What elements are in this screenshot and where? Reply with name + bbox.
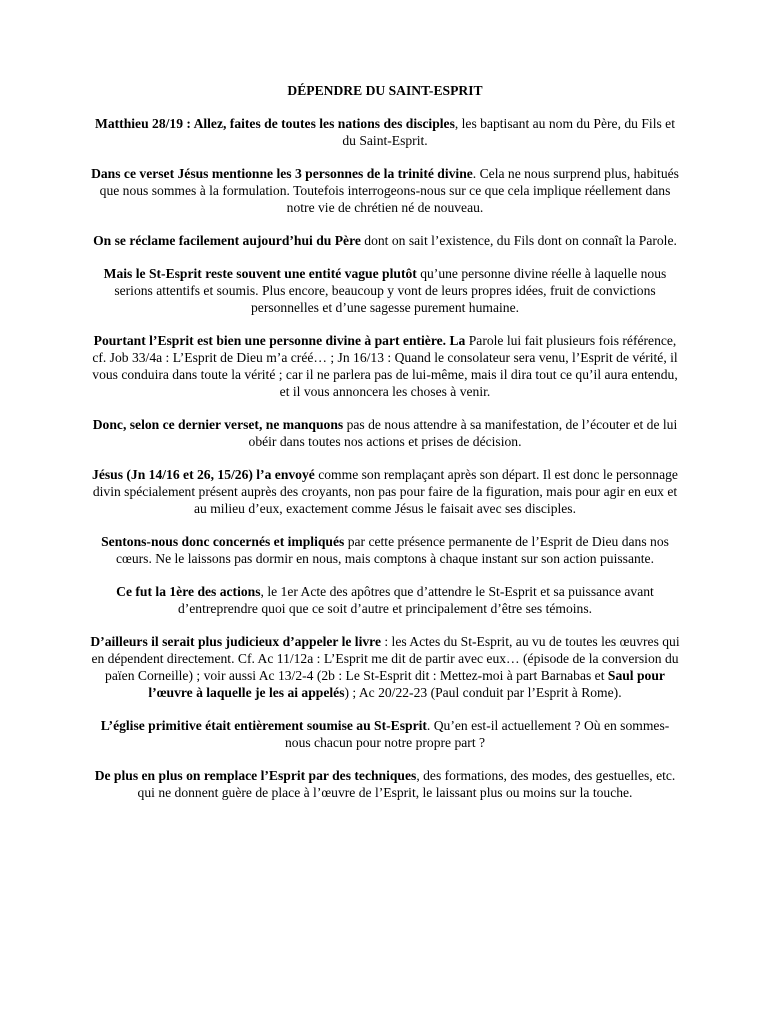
paragraph-bold-text: Saul pour l’œuvre à laquelle je les ai appelés bbox=[148, 668, 665, 700]
paragraph-bold-text: Dans ce verset Jésus mentionne les 3 personnes de la trinité divine bbox=[91, 166, 473, 181]
paragraph bbox=[90, 466, 680, 517]
paragraph-text: . Qu’en est-il actuellement ? Où en sommes-nous chacun pour notre propre part ? bbox=[284, 718, 670, 750]
document-body bbox=[90, 115, 680, 801]
paragraph-text: par cette présence permanente de l’Esprit de Dieu dans nos cœurs. Ne le laissons pas dormir en nous, mais comptons à chaque instant sur son action puissante. bbox=[116, 534, 669, 566]
document-page bbox=[90, 82, 680, 817]
paragraph bbox=[90, 583, 680, 617]
paragraph-text: . Cela ne nous surprend plus, habitués que nous sommes à la formulation. Toutefois interrogeons-nous sur ce que cela implique réellement dans notre vie de chrétien né de nouveau. bbox=[99, 166, 679, 215]
paragraph-text: ) ; Ac 20/22-23 (Paul conduit par l’Esprit à Rome). bbox=[344, 685, 622, 700]
paragraph-text: , le 1er Acte des apôtres que d’attendre le St-Esprit et sa puissance avant d’entreprendre quoi que ce soit d’autre et principalement d’être ses témoins. bbox=[177, 584, 654, 616]
paragraph-text: qu’une personne divine réelle à laquelle nous serions attentifs et soumis. Plus encore, beaucoup y vont de leurs propres idées, fruit de convictions personnelles et d’une sagesse purement humaine. bbox=[114, 266, 667, 315]
document-title: DÉPENDRE DU SAINT-ESPRIT bbox=[287, 83, 483, 98]
paragraph bbox=[90, 717, 680, 751]
paragraph-bold-text: Pourtant l’Esprit est bien une personne divine à part entière. La bbox=[93, 333, 466, 348]
paragraph-text: pas de nous attendre à sa manifestation, de l’écouter et de lui obéir dans toutes nos actions et prises de décision. bbox=[248, 417, 678, 449]
paragraph-bold-text: Mais le St-Esprit reste souvent une entité vague plutôt bbox=[103, 266, 417, 281]
paragraph-bold-text: Donc, selon ce dernier verset, ne manquons bbox=[92, 417, 344, 432]
paragraph bbox=[90, 115, 680, 149]
paragraph-bold-text: D’ailleurs il serait plus judicieux d’appeler le livre bbox=[90, 634, 381, 649]
paragraph bbox=[90, 165, 680, 216]
paragraph bbox=[90, 232, 680, 249]
paragraph-bold-text: L’église primitive était entièrement soumise au St-Esprit bbox=[100, 718, 427, 733]
paragraph bbox=[90, 767, 680, 801]
paragraph bbox=[90, 416, 680, 450]
paragraph-bold-text: On se réclame facilement aujourd’hui du Père bbox=[93, 233, 361, 248]
paragraph bbox=[90, 332, 680, 400]
paragraph-text: dont on sait l’existence, du Fils dont on connaît la Parole. bbox=[360, 233, 677, 248]
paragraph-text: comme son remplaçant après son départ. Il est donc le personnage divin spécialement présent auprès des croyants, non pas pour faire de la figuration, mais pour agir en eux et au milieu d’eux, exactement comme Jésus le faisait avec ses disciples. bbox=[92, 467, 678, 516]
paragraph-bold-text: Jésus (Jn 14/16 et 26, 15/26) l’a envoyé bbox=[92, 467, 315, 482]
paragraph-text: Parole lui fait plusieurs fois référence, cf. Job 33/4a : L’Esprit de Dieu m’a créé… ; Jn 16/13 : Quand le consolateur sera venu, l’Esprit de vérité, il vous conduira dans toute la vérité ; car il ne parlera pas de lui-même, mais il dira tout ce qu’il aura entendu, et il vous annoncera les choses à venir. bbox=[92, 333, 678, 399]
paragraph-text: : les Actes du St-Esprit, au vu de toutes les œuvres qui en dépendent directement. Cf. Ac 11/12a : L’Esprit me dit de partir avec eux… (épisode de la conversion du païen Corneille) ; voir aussi Ac 13/2-4 (2b : Le St-Esprit dit : Mettez-moi à part Barnabas et bbox=[91, 634, 680, 683]
paragraph-bold-text: Ce fut la 1ère des actions bbox=[116, 584, 261, 599]
paragraph bbox=[90, 265, 680, 316]
paragraph-bold-text: Matthieu 28/19 : Allez, faites de toutes les nations des disciples bbox=[95, 116, 455, 131]
paragraph-bold-text: Sentons-nous donc concernés et impliqués bbox=[101, 534, 345, 549]
paragraph-bold-text: De plus en plus on remplace l’Esprit par des techniques bbox=[94, 768, 417, 783]
paragraph bbox=[90, 533, 680, 567]
paragraph bbox=[90, 633, 680, 701]
paragraph-text: , des formations, des modes, des gestuelles, etc. qui ne donnent guère de place à l’œuvre de l’Esprit, le laissant plus ou moins sur la touche. bbox=[137, 768, 676, 800]
paragraph-text: , les baptisant au nom du Père, du Fils et du Saint-Esprit. bbox=[342, 116, 675, 148]
